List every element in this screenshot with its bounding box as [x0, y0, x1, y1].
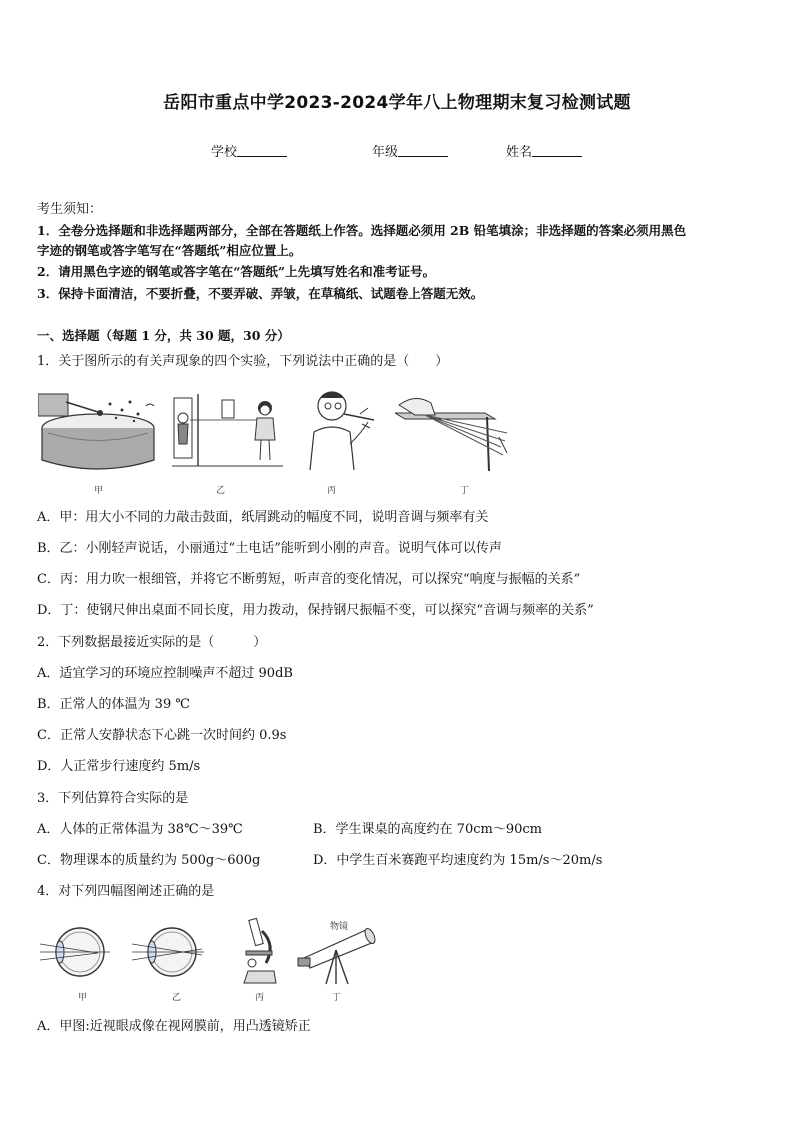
option-c: C．物理课本的质量约为 500g～600g: [37, 853, 261, 868]
figure-caption: 丙: [255, 993, 265, 1003]
option-b: B．乙：小刚轻声说话，小丽通过“土电话”能听到小刚的声音。说明气体可以传声: [37, 541, 502, 556]
notice-item: 2．请用黑色字迹的钢笔或答字笔在“答题纸”上先填写姓名和准考证号。: [37, 264, 436, 279]
option-a: A．人体的正常体温为 38℃～39℃: [37, 822, 243, 837]
notice-item: 1．全卷分选择题和非选择题两部分，全部在答题纸上作答。选择题必须用 2B 铅笔填涂；非选择题的答案必须用黑色: [37, 223, 687, 238]
eye-diagram-figure: [132, 922, 212, 982]
option-c: C．正常人安静状态下心跳一次时间约 0.9s: [37, 728, 287, 743]
drum-figure: [38, 388, 158, 470]
grade-label: 年级: [372, 145, 399, 160]
option-b: B．正常人的体温为 39 ℃: [37, 697, 190, 712]
section-heading: 一、选择题（每题 1 分，共 30 题，30 分）: [37, 328, 290, 343]
option-a: A．甲图:近视眼成像在视网膜前，用凸透镜矫正: [37, 1019, 311, 1034]
option-d: D．中学生百米赛跑平均速度约为 15m/s～20m/s: [313, 853, 603, 868]
notice-item: 3．保持卡面清洁，不要折叠，不要弄破、弄皱，在草稿纸、试题卷上答题无效。: [37, 286, 484, 301]
figure-caption: 丁: [460, 486, 470, 496]
question-stem: 1．关于图所示的有关声现象的四个实验，下列说法中正确的是（ ）: [37, 354, 449, 369]
option-a: A．甲：用大小不同的力敲击鼓面，纸屑跳动的幅度不同，说明音调与频率有关: [37, 510, 489, 525]
option-b: B．学生课桌的高度约在 70cm～90cm: [313, 822, 542, 837]
name-blank: [532, 144, 582, 157]
string-telephone-figure: [170, 390, 285, 470]
microscope-figure: [238, 917, 282, 985]
option-c: C．丙：用力吹一根细管，并将它不断剪短，听声音的变化情况，可以探究“响度与振幅的关系”: [37, 572, 581, 587]
objective-label: 物镜: [330, 922, 349, 932]
name-label: 姓名: [506, 145, 533, 160]
figure-caption: 乙: [172, 993, 182, 1003]
figure-caption: 甲: [78, 993, 88, 1003]
option-a: A．适宜学习的环境应控制噪声不超过 90dB: [37, 666, 293, 681]
grade-blank: [398, 144, 448, 157]
blowing-tube-figure: [300, 384, 380, 472]
figure-caption: 丙: [327, 486, 337, 496]
notice-heading: 考生须知：: [37, 202, 103, 217]
figure-caption: 甲: [94, 486, 104, 496]
ruler-on-table-figure: [395, 393, 515, 473]
page-title: 岳阳市重点中学2023-2024学年八上物理期末复习检测试题: [163, 93, 631, 113]
figure-caption: 丁: [332, 993, 342, 1003]
eye-diagram-figure: [40, 922, 120, 982]
option-d: D．人正常步行速度约 5m/s: [37, 759, 201, 774]
school-label: 学校: [211, 145, 238, 160]
school-field: [211, 141, 287, 160]
question-stem: 4．对下列四幅图阐述正确的是: [37, 884, 215, 899]
question-stem: 3．下列估算符合实际的是: [37, 791, 189, 806]
notice-item: 字迹的钢笔或答字笔写在“答题纸”相应位置上。: [37, 243, 302, 258]
grade-field: [372, 141, 448, 160]
option-d: D．丁：使钢尺伸出桌面不同长度，用力拨动，保持钢尺振幅不变，可以探究“音调与频率的关系”: [37, 603, 594, 618]
school-blank: [237, 144, 287, 157]
question-stem: 2．下列数据最接近实际的是（ ）: [37, 635, 267, 650]
figure-caption: 乙: [216, 486, 226, 496]
name-field: [506, 141, 582, 160]
